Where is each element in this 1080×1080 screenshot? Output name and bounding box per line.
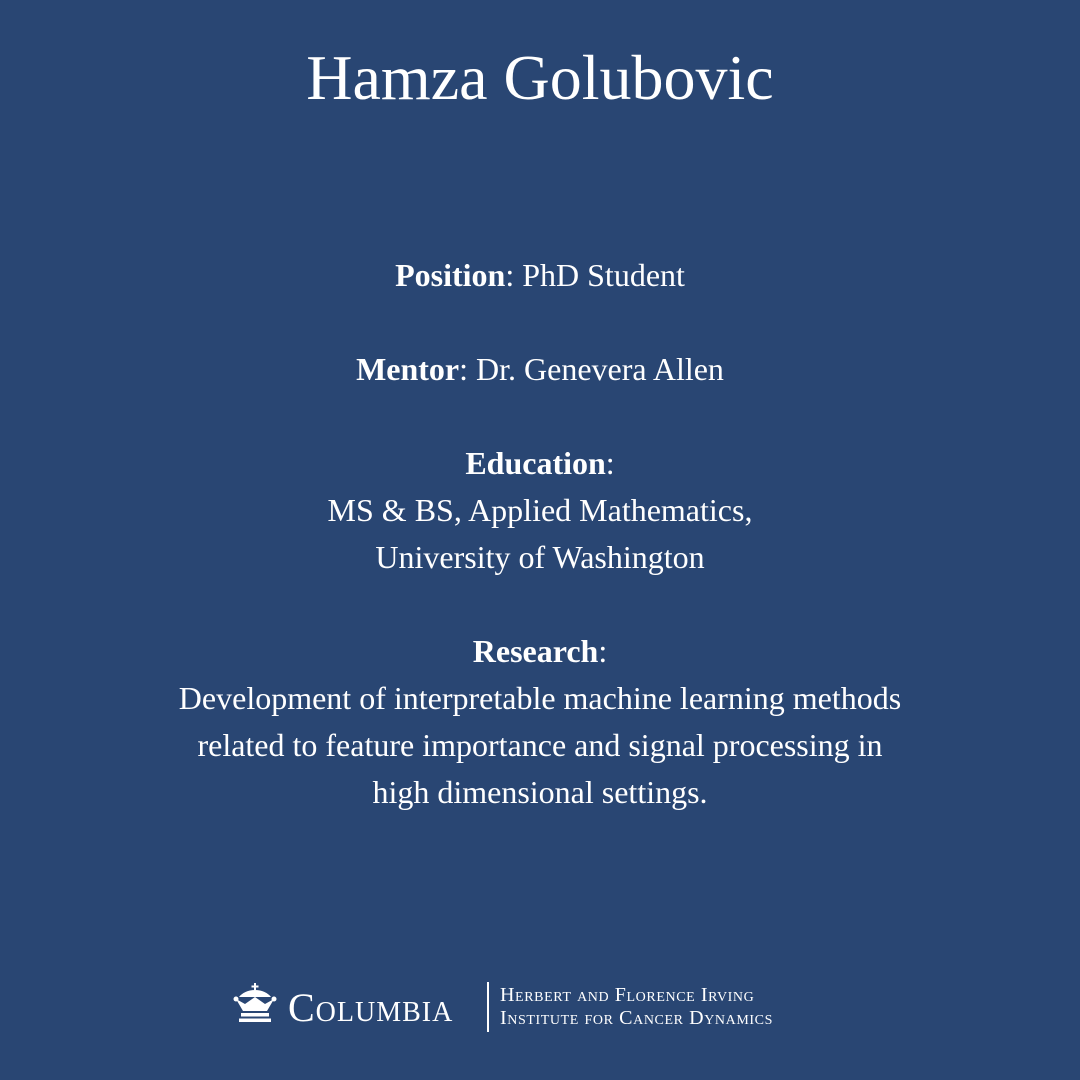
position-label: Position xyxy=(395,257,506,293)
profile-details xyxy=(0,252,1080,816)
research-label: Research xyxy=(472,633,599,669)
mentor-label: Mentor xyxy=(356,351,460,387)
logo-divider xyxy=(487,982,489,1032)
columbia-wordmark: Columbia xyxy=(288,985,454,1030)
education-label: Education xyxy=(465,445,606,481)
education-line: MS & BS, Applied Mathematics, xyxy=(327,492,753,528)
mentor-value: Dr. Genevera Allen xyxy=(476,351,724,387)
research-heading: Research: xyxy=(472,633,608,669)
institute-line: Institute for Cancer Dynamics xyxy=(500,1007,773,1029)
crown-icon xyxy=(233,982,277,1026)
research-line: high dimensional settings. xyxy=(372,774,708,810)
institute-line: Herbert and Florence Irving xyxy=(500,984,755,1006)
position-value: PhD Student xyxy=(522,257,685,293)
education-line: University of Washington xyxy=(375,539,705,575)
institution-logo xyxy=(0,978,1080,1038)
education-heading: Education: xyxy=(465,445,615,481)
institute-name xyxy=(500,984,773,1030)
profile-name: Hamza Golubovic xyxy=(306,42,774,113)
research-line: Development of interpretable machine learning methods xyxy=(178,680,902,716)
research-line: related to feature importance and signal processing in xyxy=(197,727,883,763)
position-field: Position: PhD Student xyxy=(395,257,685,293)
mentor-field: Mentor: Dr. Genevera Allen xyxy=(356,351,724,387)
